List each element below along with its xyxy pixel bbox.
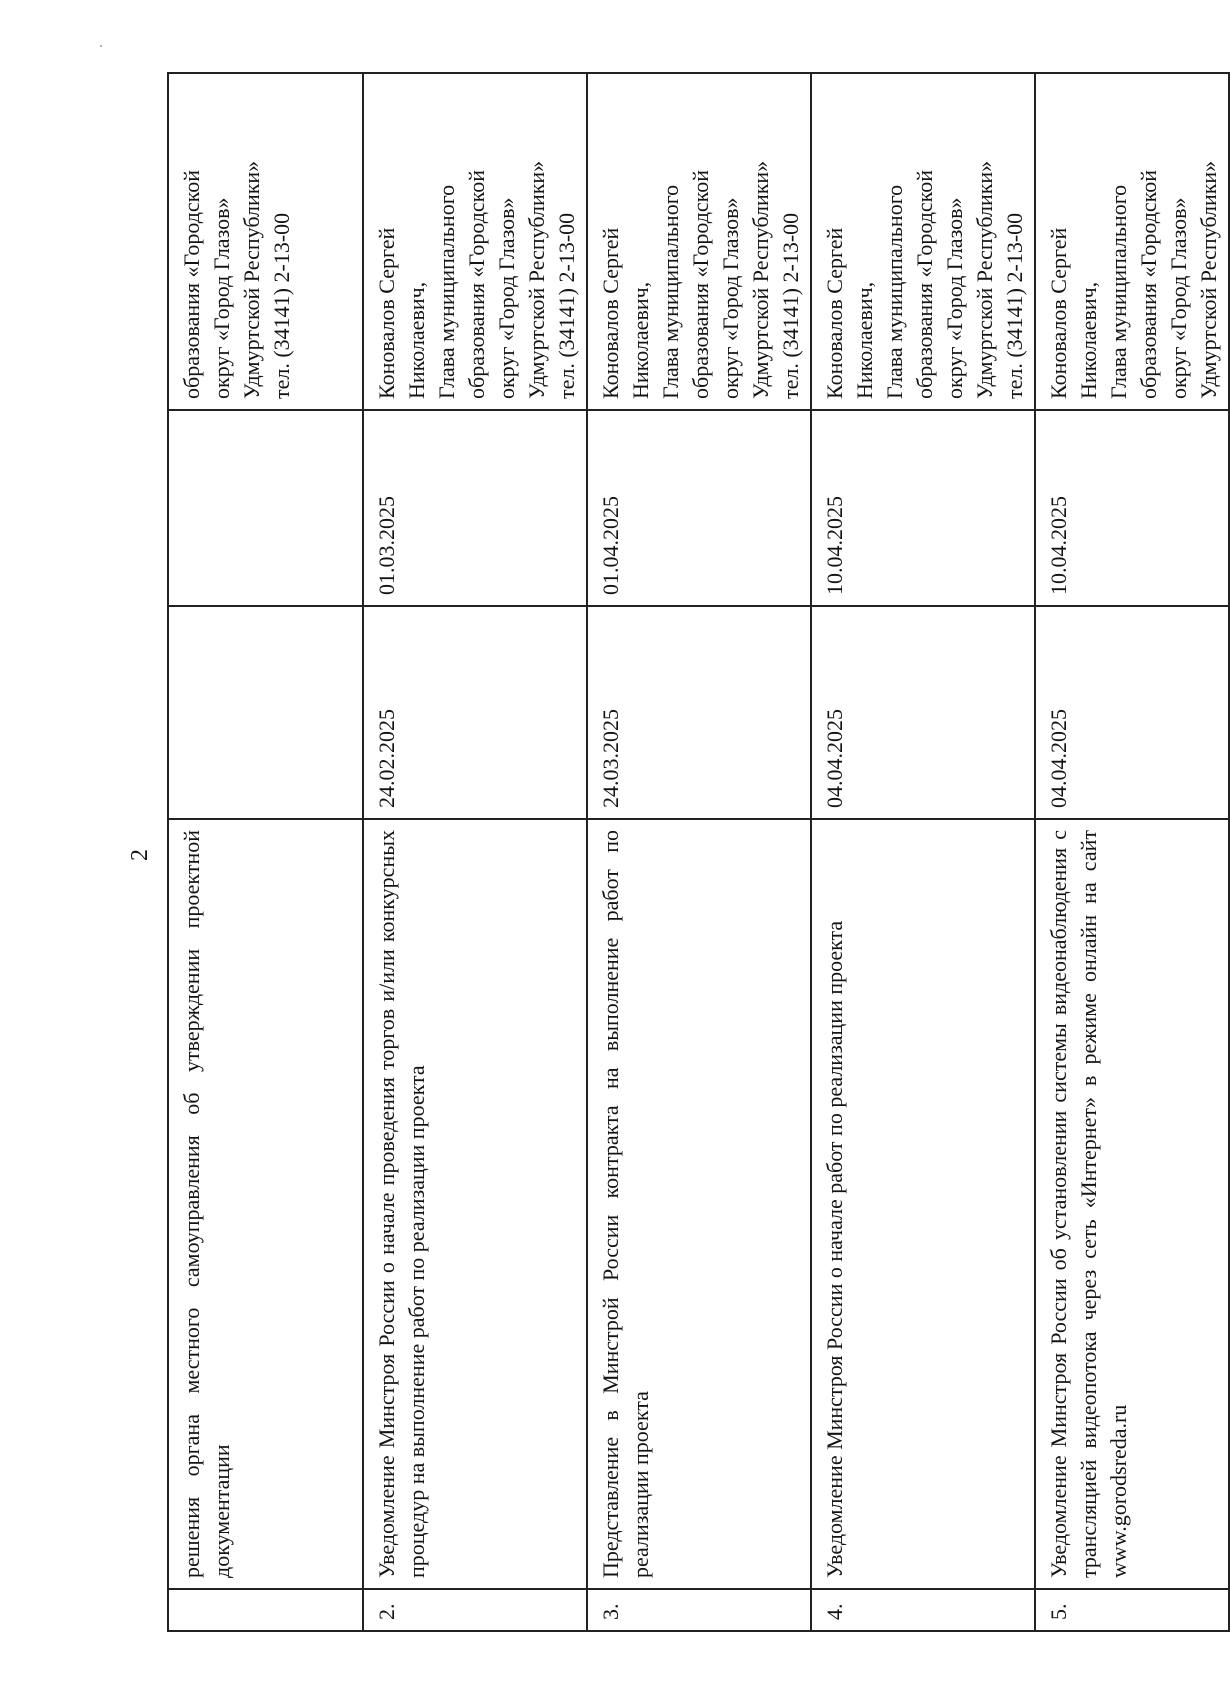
contact-line: образования «Городской xyxy=(464,169,489,399)
contact-line: Удмуртской Республики» xyxy=(748,160,773,399)
contact-line: Глава муниципального xyxy=(658,184,683,399)
row-number: 3. xyxy=(587,1589,811,1631)
row-number xyxy=(168,1589,363,1631)
end-date xyxy=(168,410,363,606)
contact-line: округ «Город Глазов» xyxy=(494,197,519,399)
contact-line: округ «Город Глазов» xyxy=(209,197,234,399)
responsible-contact xyxy=(363,73,587,410)
contact-line: образования «Городской xyxy=(688,169,713,399)
end-date: 10.04.2025 xyxy=(811,410,1035,606)
scan-speck xyxy=(100,45,102,47)
end-date: 01.04.2025 xyxy=(587,410,811,606)
contact-line: округ «Город Глазов» xyxy=(942,197,967,399)
contact-line: Глава муниципального xyxy=(434,184,459,399)
start-date xyxy=(168,606,363,819)
start-date: 04.04.2025 xyxy=(1035,606,1229,819)
contact-line: образования «Городской xyxy=(179,169,204,399)
table-row xyxy=(1035,73,1229,1631)
contact-line: Коновалов Сергей xyxy=(1046,227,1071,399)
contact-line: округ «Город Глазов» xyxy=(718,197,743,399)
schedule-table xyxy=(167,72,1230,1632)
contact-line: Глава муниципального xyxy=(1106,184,1131,399)
contact-line: Николаевич, xyxy=(404,281,429,399)
contact-line: округ «Город Глазов» xyxy=(1166,197,1191,399)
contact-line: Коновалов Сергей xyxy=(822,227,847,399)
contact-line: Коновалов Сергей xyxy=(374,227,399,399)
contact-line: Коновалов Сергей xyxy=(598,227,623,399)
contact-line: Удмуртской Республики» xyxy=(239,160,264,399)
start-date: 04.04.2025 xyxy=(811,606,1035,819)
contact-line: Удмуртской Республики» xyxy=(972,160,997,399)
schedule-table-wrapper xyxy=(167,72,1221,1632)
contact-line: Глава муниципального xyxy=(882,184,907,399)
contact-line: тел. (34141) 2-13-00 xyxy=(778,212,803,399)
row-number: 2. xyxy=(363,1589,587,1631)
contact-line: тел. (34141) 2-13-00 xyxy=(1002,212,1027,399)
contact-line: Николаевич, xyxy=(1076,281,1101,399)
start-date: 24.02.2025 xyxy=(363,606,587,819)
contact-line: Николаевич, xyxy=(628,281,653,399)
contact-line: тел. (34141) 2-13-00 xyxy=(554,212,579,399)
contact-line: Удмуртской Республики» xyxy=(1196,160,1221,399)
contact-line: образования «Городской xyxy=(1136,169,1161,399)
end-date: 10.04.2025 xyxy=(1035,410,1229,606)
task-description: решения органа местного самоуправления об утверждении проектной документации xyxy=(168,819,363,1589)
contact-line: образования «Городской xyxy=(912,169,937,399)
page-number: 2 xyxy=(127,849,153,861)
table-row xyxy=(168,73,363,1631)
responsible-contact xyxy=(168,73,363,410)
table-row xyxy=(587,73,811,1631)
contact-line: Николаевич, xyxy=(852,281,877,399)
end-date: 01.03.2025 xyxy=(363,410,587,606)
responsible-contact xyxy=(587,73,811,410)
task-description: Уведомление Минстроя России о начале проведения торгов и/или конкурсных процедур на выполнение работ по реализации проекта xyxy=(363,819,587,1589)
row-number: 4. xyxy=(811,1589,1035,1631)
contact-line: Удмуртской Республики» xyxy=(524,160,549,399)
task-description: Представление в Минстрой России контракта на выполнение работ по реализации проекта xyxy=(587,819,811,1589)
task-description: Уведомление Минстроя России о начале работ по реализации проекта xyxy=(811,819,1035,1589)
task-description: Уведомление Минстроя России об установлении системы видеонаблюдения с трансляцией видеопотока через сеть «Интернет» в режиме онлайн на сайт www.gorodsreda.ru xyxy=(1035,819,1229,1589)
start-date: 24.03.2025 xyxy=(587,606,811,819)
table-row xyxy=(811,73,1035,1631)
contact-line: тел. (34141) 2-13-00 xyxy=(269,212,294,399)
table-row xyxy=(363,73,587,1631)
responsible-contact xyxy=(811,73,1035,410)
responsible-contact xyxy=(1035,73,1229,410)
row-number: 5. xyxy=(1035,1589,1229,1631)
